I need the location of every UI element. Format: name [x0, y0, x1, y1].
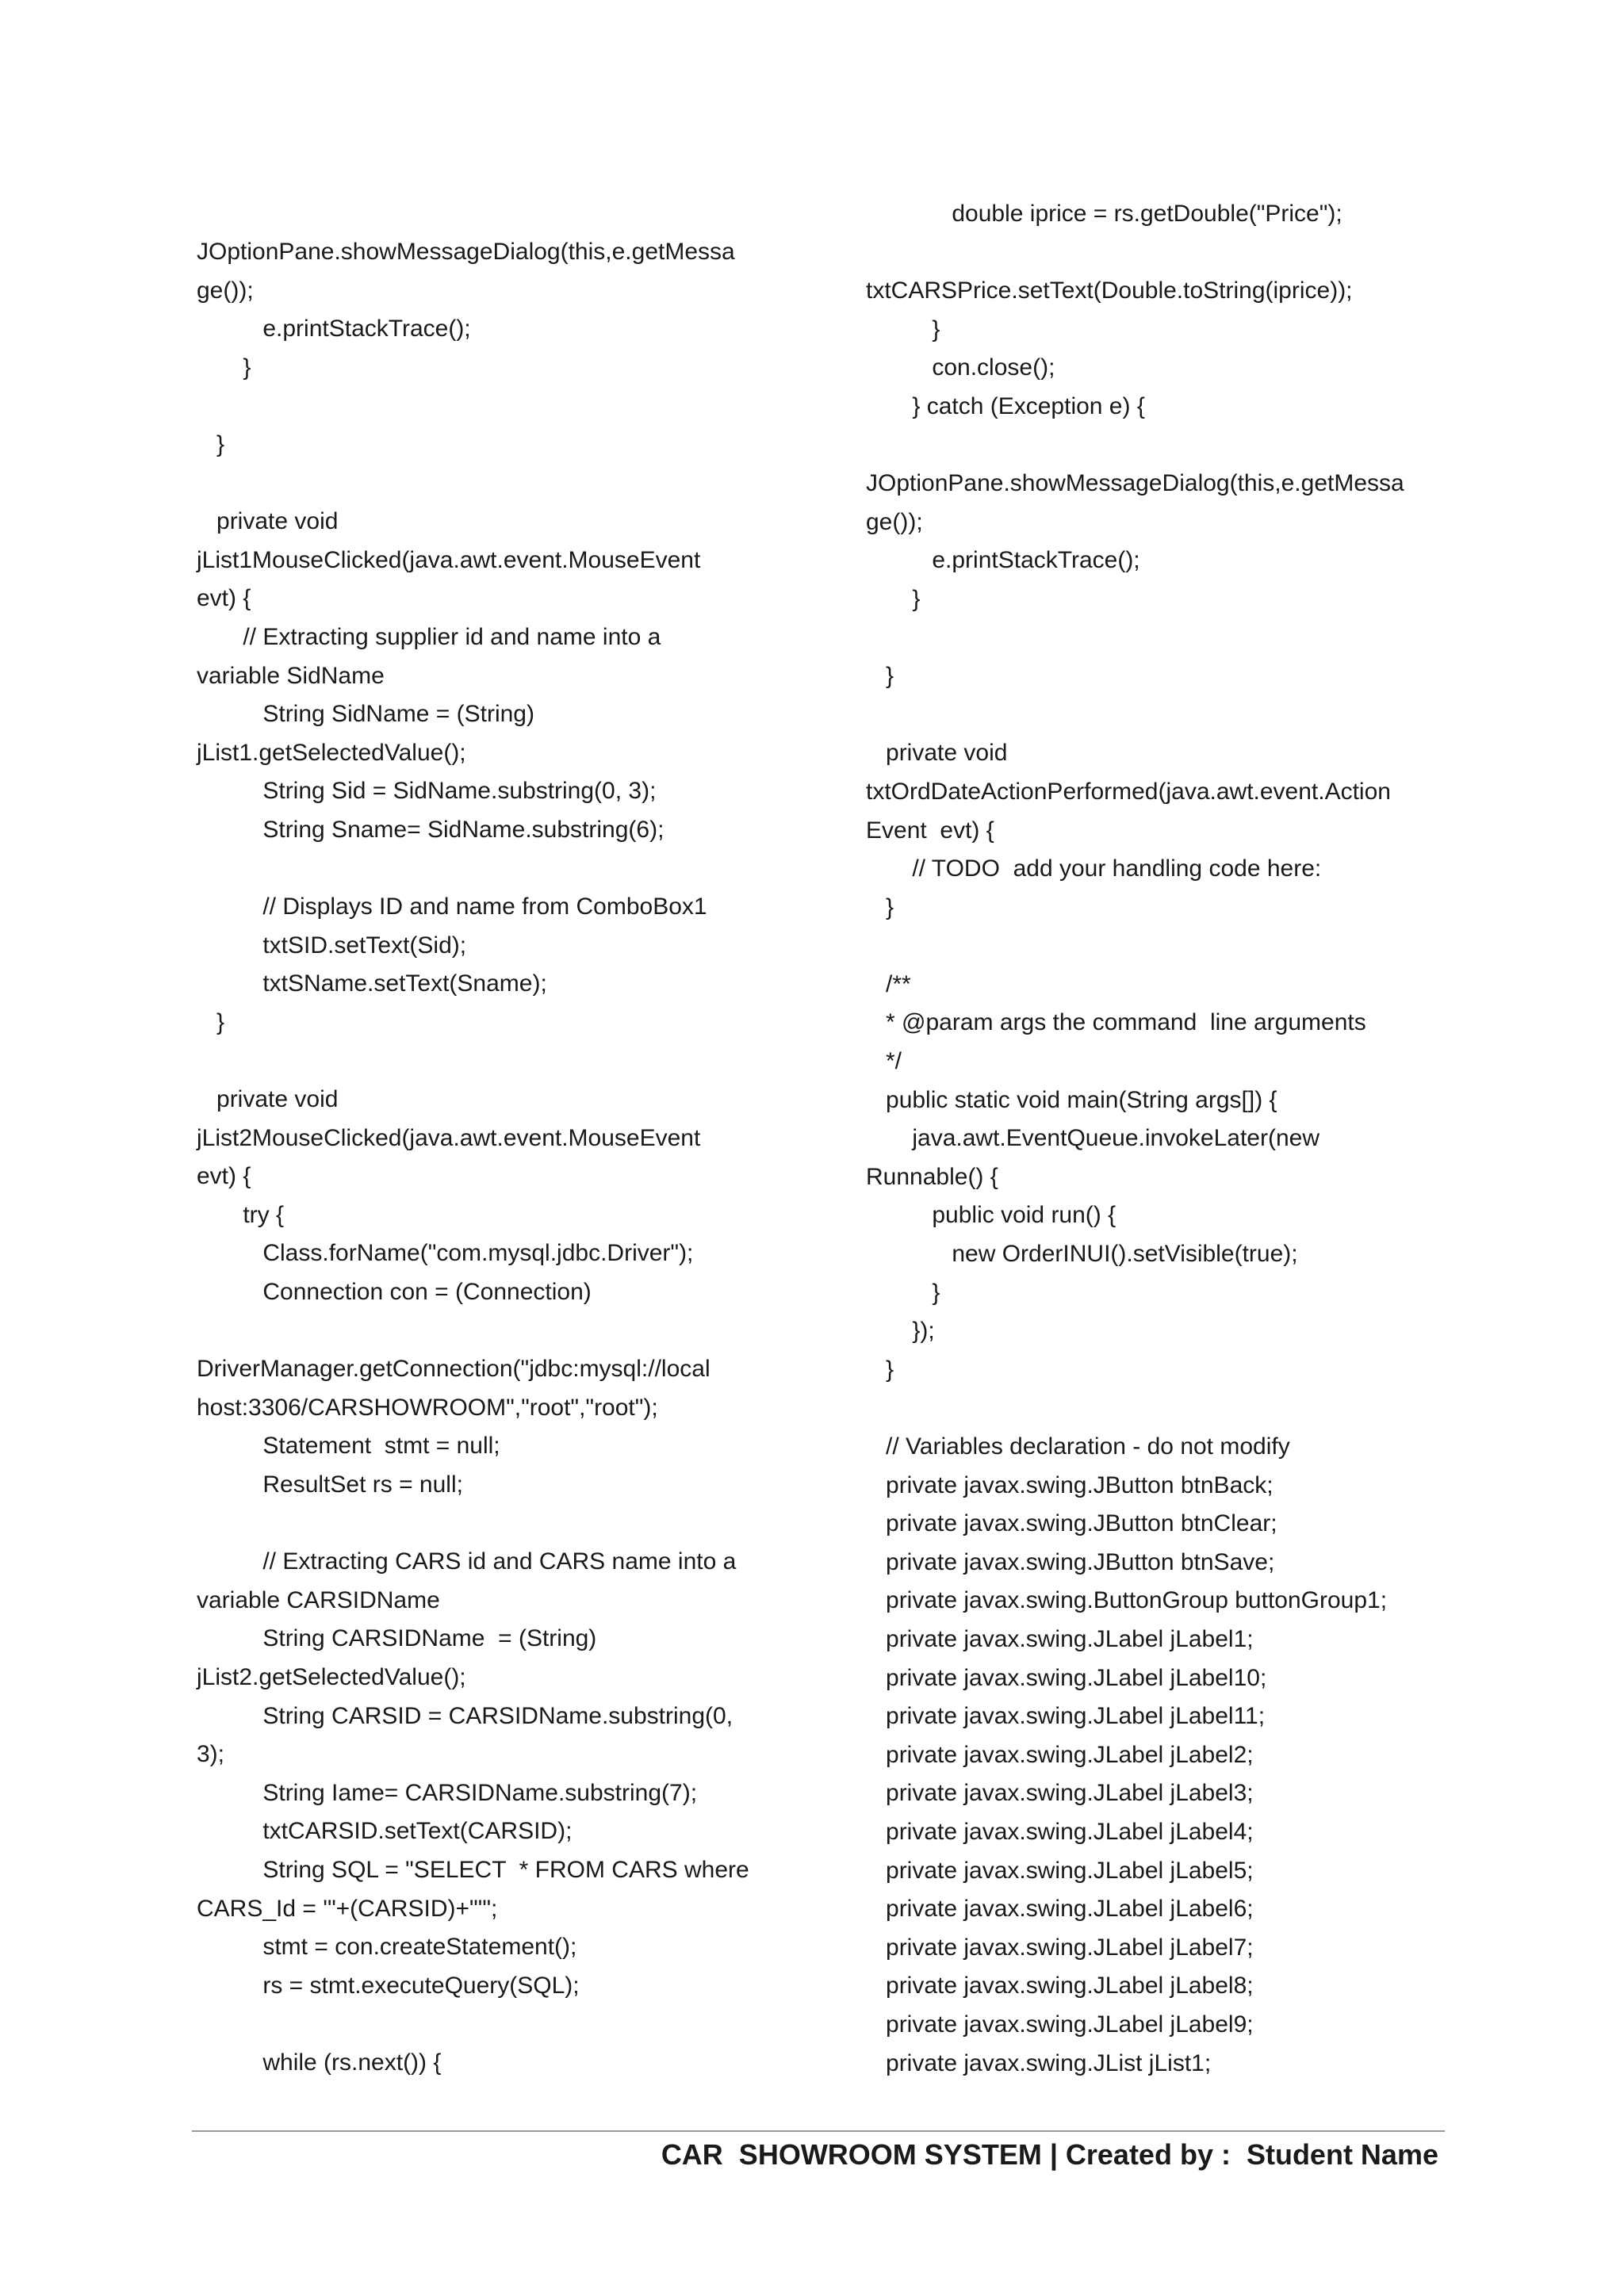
code-line: ge());: [866, 508, 923, 535]
code-line: Class.forName("com.mysql.jdbc.Driver");: [197, 1240, 694, 1267]
code-line: // Extracting supplier id and name into a: [197, 623, 661, 650]
code-line: txtSID.setText(Sid);: [197, 932, 467, 959]
code-line: private javax.swing.JButton btnClear;: [866, 1510, 1277, 1537]
code-line: private javax.swing.ButtonGroup buttonGroup1;: [866, 1587, 1388, 1614]
code-line: while (rs.next()) {: [197, 2049, 442, 2076]
code-line: private javax.swing.JLabel jLabel2;: [866, 1741, 1254, 1768]
code-column-left: [197, 233, 783, 2083]
code-line: */: [866, 1048, 902, 1075]
code-line: JOptionPane.showMessageDialog(this,e.getMessa: [197, 239, 735, 265]
code-line: e.printStackTrace();: [866, 547, 1140, 574]
code-line: }: [197, 430, 225, 457]
code-line: private javax.swing.JLabel jLabel4;: [866, 1818, 1254, 1845]
code-line: private javax.swing.JLabel jLabel6;: [866, 1896, 1254, 1923]
code-line: jList2MouseClicked(java.awt.event.MouseEvent: [197, 1124, 701, 1151]
code-line: 3);: [197, 1741, 225, 1768]
code-line: private void: [197, 1086, 339, 1113]
code-line: private javax.swing.JLabel jLabel1;: [866, 1625, 1254, 1652]
code-line: ge());: [197, 277, 254, 304]
code-line: [197, 1042, 783, 1081]
code-line: });: [866, 1318, 935, 1345]
code-line: txtSName.setText(Sname);: [197, 970, 547, 997]
code-line: /**: [866, 970, 911, 997]
code-line: [866, 234, 1469, 273]
code-line: String Sname= SidName.substring(6);: [197, 816, 665, 843]
code-line: con.close();: [866, 354, 1055, 381]
code-line: }: [866, 663, 894, 690]
code-line: [866, 619, 1469, 658]
code-line: [866, 696, 1469, 735]
code-line: Event evt) {: [866, 817, 994, 844]
code-line: [197, 2005, 783, 2044]
code-line: txtCARSID.setText(CARSID);: [197, 1818, 573, 1845]
code-line: jList1MouseClicked(java.awt.event.MouseEvent: [197, 546, 701, 573]
code-line: variable CARSIDName: [197, 1586, 440, 1613]
code-line: java.awt.EventQueue.invokeLater(new: [866, 1125, 1320, 1152]
code-line: }: [866, 316, 940, 342]
code-line: Runnable() {: [866, 1163, 998, 1190]
code-line: String Iame= CARSIDName.substring(7);: [197, 1779, 698, 1806]
code-line: }: [866, 1279, 940, 1306]
code-line: // TODO add your handling code here:: [866, 855, 1322, 882]
code-line: public void run() {: [866, 1202, 1116, 1229]
code-line: }: [197, 354, 251, 381]
code-line: txtOrdDateActionPerformed(java.awt.event.Action: [866, 778, 1391, 805]
code-line: [197, 1312, 783, 1351]
code-line: [866, 427, 1469, 465]
code-line: }: [866, 894, 894, 920]
code-line: try {: [197, 1201, 285, 1228]
code-line: private javax.swing.JLabel jLabel10;: [866, 1664, 1267, 1691]
code-line: DriverManager.getConnection("jdbc:mysql://local: [197, 1356, 710, 1383]
code-line: // Variables declaration - do not modify: [866, 1433, 1290, 1460]
code-line: String SQL = "SELECT * FROM CARS where: [197, 1856, 749, 1883]
code-line: String CARSID = CARSIDName.substring(0,: [197, 1702, 733, 1729]
code-line: private void: [197, 508, 339, 535]
code-column-right: [866, 195, 1469, 2083]
code-line: private javax.swing.JButton btnSave;: [866, 1548, 1275, 1575]
code-line: String Sid = SidName.substring(0, 3);: [197, 778, 657, 805]
code-line: private javax.swing.JLabel jLabel3;: [866, 1780, 1254, 1807]
code-line: stmt = con.createStatement();: [197, 1934, 577, 1961]
code-line: txtCARSPrice.setText(Double.toString(iprice));: [866, 277, 1353, 304]
code-line: [197, 850, 783, 889]
code-line: private javax.swing.JLabel jLabel11;: [866, 1703, 1266, 1730]
code-line: private void: [866, 740, 1008, 767]
code-line: double iprice = rs.getDouble("Price");: [866, 201, 1342, 227]
code-line: CARS_Id = '"+(CARSID)+"'";: [197, 1895, 498, 1922]
code-line: * @param args the command line arguments: [866, 1009, 1366, 1036]
code-line: private javax.swing.JList jList1;: [866, 2049, 1212, 2076]
code-line: new OrderINUI().setVisible(true);: [866, 1241, 1298, 1268]
code-line: private javax.swing.JLabel jLabel7;: [866, 1934, 1254, 1961]
code-line: } catch (Exception e) {: [866, 392, 1145, 419]
code-line: [866, 927, 1469, 966]
code-line: e.printStackTrace();: [197, 316, 471, 342]
code-line: private javax.swing.JButton btnBack;: [866, 1471, 1274, 1498]
code-line: Connection con = (Connection): [197, 1279, 592, 1306]
code-line: private javax.swing.JLabel jLabel8;: [866, 1973, 1254, 1999]
code-line: }: [866, 585, 921, 612]
code-line: Statement stmt = null;: [197, 1433, 500, 1460]
code-line: String CARSIDName = (String): [197, 1625, 597, 1652]
code-line: // Displays ID and name from ComboBox1: [197, 894, 707, 920]
code-line: }: [866, 1356, 894, 1383]
code-line: evt) {: [197, 1163, 251, 1190]
code-line: variable SidName: [197, 662, 385, 689]
code-line: [197, 465, 783, 503]
page-footer: CAR SHOWROOM SYSTEM | Created by : Student Name: [661, 2138, 1438, 2171]
code-line: private javax.swing.JLabel jLabel9;: [866, 2011, 1254, 2038]
code-line: String SidName = (String): [197, 701, 534, 728]
code-line: [866, 1389, 1469, 1428]
code-line: ResultSet rs = null;: [197, 1471, 463, 1498]
code-line: public static void main(String args[]) {: [866, 1086, 1277, 1113]
code-line: [197, 1505, 783, 1544]
code-line: private javax.swing.JLabel jLabel5;: [866, 1857, 1254, 1884]
code-line: }: [197, 1008, 225, 1035]
code-line: JOptionPane.showMessageDialog(this,e.getMessa: [866, 470, 1404, 497]
code-line: host:3306/CARSHOWROOM","root","root");: [197, 1394, 658, 1421]
code-line: [197, 387, 783, 426]
code-line: // Extracting CARS id and CARS name into a: [197, 1548, 737, 1575]
code-line: rs = stmt.executeQuery(SQL);: [197, 1972, 580, 1999]
code-line: evt) {: [197, 585, 251, 612]
code-line: jList2.getSelectedValue();: [197, 1663, 466, 1690]
footer-divider: [192, 2130, 1445, 2132]
code-line: jList1.getSelectedValue();: [197, 739, 466, 766]
